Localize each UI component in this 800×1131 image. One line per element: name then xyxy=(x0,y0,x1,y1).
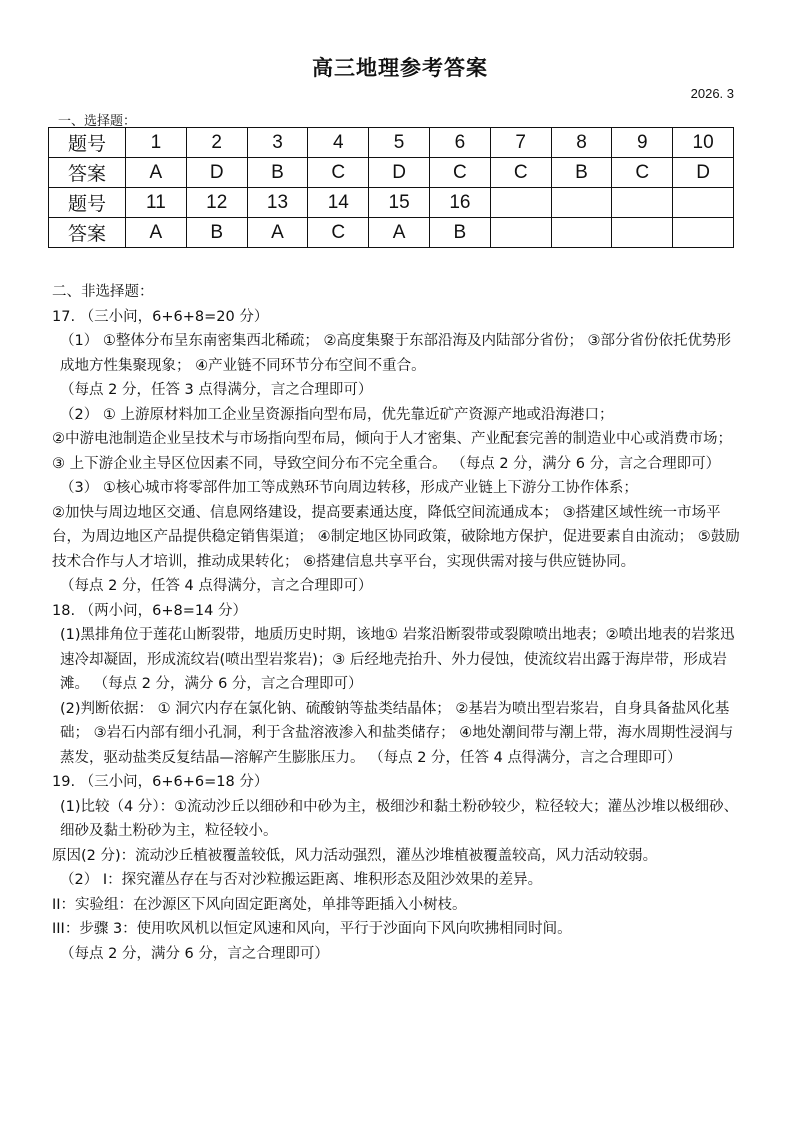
table-cell: A xyxy=(369,218,430,248)
table-cell: C xyxy=(612,158,673,188)
question-18-heading: 18. （两小问，6+8=14 分） xyxy=(52,602,247,619)
answer-paragraph: （2） ① 上游原材料加工企业呈资源指向型布局，优先靠近矿产资源产地或沿海港口； xyxy=(60,406,614,423)
date-label: 2026. 3 xyxy=(690,86,734,101)
table-cell xyxy=(551,188,612,218)
question-17-heading: 17. （三小问，6+6+8=20 分） xyxy=(52,308,269,325)
table-cell: C xyxy=(429,158,490,188)
answer-paragraph: （3） ①核心城市将零部件加工等成熟环节向周边转移，形成产业链上下游分工协作体系； xyxy=(60,480,638,496)
table-cell: 6 xyxy=(429,128,490,158)
answer-paragraph: ②加快与周边地区交通、信息网络建设，提高要素通达度，降低空间流通成本； ③搭建区域性统一市场平台，为周边地区产品提供稳定销售渠道； ④制定地区协同政策，破除地方保护，促进要素自由流动； ⑤鼓励技术合作与人才培训，推动成果转化； ⑥搭建信息共享平台，实现供需对接与供应链协同。 xyxy=(52,504,740,570)
answer-paragraph: (1)黑排角位于莲花山断裂带，地质历史时期，该地① 岩浆沿断裂带或裂隙喷出地表；②喷出地表的岩浆迅速冷却凝固，形成流纹岩(喷出型岩浆岩)；③ 后经地壳抬升、外力侵蚀，使流纹岩出露于海岸带，形成岩滩。 （每点 2 分，满分 6 分，言之合理即可） xyxy=(60,627,735,692)
table-cell: 5 xyxy=(369,128,430,158)
table-cell xyxy=(551,218,612,248)
table-cell: 8 xyxy=(551,128,612,158)
table-cell: 10 xyxy=(673,128,734,158)
row-header: 题号 xyxy=(49,128,126,158)
table-cell: 4 xyxy=(308,128,369,158)
table-cell: 9 xyxy=(612,128,673,158)
table-cell: B xyxy=(247,158,308,188)
table-cell: 7 xyxy=(490,128,551,158)
row-header: 答案 xyxy=(49,158,126,188)
answer-body xyxy=(52,280,742,966)
answer-paragraph: (2)判断依据： ① 洞穴内存在氯化钠、硫酸钠等盐类结晶体； ②基岩为喷出型岩浆岩，自身具备盐风化基础； ③岩石内部有细小孔洞，利于含盐溶液渗入和盐类储存； ④地处潮间带与潮上带，海水周期性浸润与蒸发，驱动盐类反复结晶—溶解产生膨胀压力。 （每点 2 分，任答 4 点得满分，言之合理即可） xyxy=(60,700,734,766)
scoring-note: （每点 2 分，满分 6 分，言之合理即可） xyxy=(60,945,329,962)
table-cell xyxy=(490,218,551,248)
answer-paragraph: 原因(2 分)：流动沙丘植被覆盖较低，风力活动强烈，灌丛沙堆植被覆盖较高，风力活动较弱。 xyxy=(52,847,658,864)
table-cell: D xyxy=(369,158,430,188)
answer-row xyxy=(49,218,734,248)
section-label-choice: 一、选择题： xyxy=(58,114,137,129)
table-cell: C xyxy=(490,158,551,188)
table-cell: C xyxy=(308,158,369,188)
answer-paragraph: ②中游电池制造企业呈技术与市场指向型布局，倾向于人才密集、产业配套完善的制造业中心或消费市场；③ 上下游企业主导区位因素不同，导致空间分布不完全重合。 （每点 2 分，满分 6 分，言之合理即可） xyxy=(52,431,732,472)
table-cell: 16 xyxy=(429,188,490,218)
scoring-note: （每点 2 分，任答 4 点得满分，言之合理即可） xyxy=(60,578,373,594)
table-cell xyxy=(490,188,551,218)
answer-row xyxy=(49,158,734,188)
table-cell: D xyxy=(673,158,734,188)
table-cell: B xyxy=(429,218,490,248)
table-cell: B xyxy=(186,218,247,248)
table-cell: 13 xyxy=(247,188,308,218)
table-cell: B xyxy=(551,158,612,188)
answer-paragraph: (1)比较（4 分）：①流动沙丘以细砂和中砂为主，极细沙和黏土粉砂较少，粒径较大；灌丛沙堆以极细砂、细砂及黏土粉砂为主，粒径较小。 xyxy=(60,798,739,839)
scoring-note: （每点 2 分，任答 3 点得满分，言之合理即可） xyxy=(60,382,373,398)
answer-paragraph: （2） I：探究灌丛存在与否对沙粒搬运距离、堆积形态及阻沙效果的差异。 xyxy=(60,872,543,888)
answer-paragraph: II：实验组：在沙源区下风向固定距离处，单排等距插入小树枝。 xyxy=(52,896,467,913)
table-cell: 3 xyxy=(247,128,308,158)
table-cell: 14 xyxy=(308,188,369,218)
answer-table xyxy=(48,127,734,248)
question-number-row xyxy=(49,128,734,158)
table-cell xyxy=(673,188,734,218)
table-cell: A xyxy=(126,158,187,188)
row-header: 题号 xyxy=(49,188,126,218)
page-title: 高三地理参考答案 xyxy=(312,56,488,80)
answer-paragraph: （1） ①整体分布呈东南密集西北稀疏； ②高度集聚于东部沿海及内陆部分省份； ③部分省份依托优势形成地方性集聚现象； ④产业链不同环节分布空间不重合。 xyxy=(60,333,732,374)
row-header: 答案 xyxy=(49,218,126,248)
table-cell: D xyxy=(186,158,247,188)
answer-paragraph: III：步骤 3：使用吹风机以恒定风速和风向，平行于沙面向下风向吹拂相同时间。 xyxy=(52,921,572,937)
table-cell: 15 xyxy=(369,188,430,218)
table-cell: C xyxy=(308,218,369,248)
question-number-row xyxy=(49,188,734,218)
table-cell: 12 xyxy=(186,188,247,218)
section-label-non-choice: 二、非选择题： xyxy=(52,284,154,300)
table-cell xyxy=(612,218,673,248)
table-cell: A xyxy=(126,218,187,248)
table-cell: 1 xyxy=(126,128,187,158)
table-cell: 2 xyxy=(186,128,247,158)
table-cell xyxy=(612,188,673,218)
table-cell xyxy=(673,218,734,248)
table-cell: A xyxy=(247,218,308,248)
table-cell: 11 xyxy=(126,188,187,218)
question-19-heading: 19. （三小问，6+6+6=18 分） xyxy=(52,774,269,790)
